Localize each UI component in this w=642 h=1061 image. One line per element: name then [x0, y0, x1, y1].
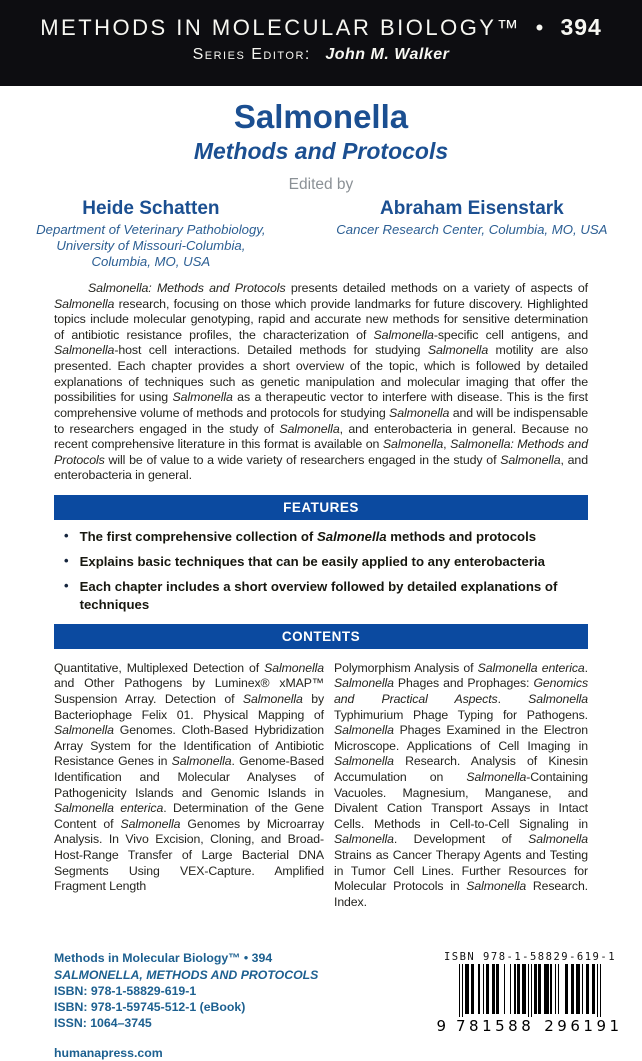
footer-issn: ISSN: 1064–3745 — [54, 1016, 152, 1031]
barcode-digit-group: 9 — [436, 1017, 446, 1036]
editor-name: Heide Schatten — [82, 197, 220, 219]
series-editor-line — [0, 46, 642, 64]
publication-info — [54, 950, 318, 1060]
book-title: Salmonella — [233, 98, 409, 135]
barcode-digit-group: 781588 — [456, 1017, 535, 1036]
footer-series-line: Methods in Molecular Biology™ • 394 — [54, 951, 273, 966]
bullet-icon: • — [64, 553, 69, 569]
title-block — [0, 100, 642, 270]
footer — [54, 950, 636, 1060]
barcode-digit-group: 296191 — [544, 1017, 623, 1036]
contents-right-column: Polymorphism Analysis of Salmonella enterica. Salmonella Phages and Prophages: Genomics and Practical Aspects. Salmonella Typhimurium Phage Typing for Pathogens. Salmonella Phages Examined in the Electron Microscope. Applications of Cell Imaging in Salmonella Research. Analysis of Kinesin Accumulation on Salmonella-Containing Vacuoles. Magnesium, Manganese, and Divalent Cation Transport Assays in Intact Cells. Methods in Cell-to-Cell Signaling in Salmonella. Development of Salmonella Strains as Cancer Therapy Agents and Testing in Tumor Cell Lines. Further Resources for Molecular Protocols in Salmonella Research. Index. — [334, 660, 589, 909]
book-description: Salmonella: Methods and Protocols presents detailed methods on a variety of aspects of Salmonella research, focusing on those which provide landmarks for future discovery. Highlighted topics include molecular genotyping, rapid and accurate new methods for sensitive determination of antibiotic resistance profiles, the characterization of Salmonella-specific cell antigens, and Salmonella-host cell interactions. Detailed methods for studying Salmonella motility are also presented. Each chapter provides a short overview of the topic, which is followed by detailed explanations of techniques such as genetic manipulation and molecular imaging that offer the possibilities for using Salmonella as a therapeutic vector to interfere with disease. This is the first comprehensive volume of methods and protocols for studying Salmonella and will be indispensable to researchers engaged in the study of Salmonella, and enterobacteria in general. Because no recent comprehensive literature in this format is available on Salmonella, Salmonella: Methods and Protocols will be of value to a wide variety of researchers engaged in the study of Salmonella, and enterobacteria in general. — [54, 280, 588, 483]
editor-block — [302, 195, 642, 270]
series-title: METHODS IN MOLECULAR BIOLOGY™ — [40, 15, 521, 40]
contents-columns — [54, 661, 588, 911]
feature-text: Each chapter includes a short overview followed by detailed explanations of techniques — [79, 579, 558, 612]
edited-by-label: Edited by — [288, 175, 354, 193]
contents-bar: CONTENTS — [54, 624, 588, 649]
footer-isbn-ebook: ISBN: 978-1-59745-512-1 (eBook) — [54, 1000, 246, 1015]
contents-left-column: Quantitative, Multiplexed Detection of Salmonella and Other Pathogens by Luminex® xMAP™ Suspension Array. Detection of Salmonella by Bacteriophage Felix 01. Physical Mapping of Salmonella Genomes. Cloth-Based Hybridization Array System for the Identification of Antibiotic Resistance Genes in Salmonella. Genome-Based Identification and Molecular Analyses of Pathogenicity Islands and Genomic Islands in Salmonella enterica. Determination of the Gene Content of Salmonella Genomes by Microarray Analysis. In Vivo Excision, Cloning, and Broad-Host-Range Transfer of Large Bacterial DNA Segments Using VEX-Capture. Amplified Fragment Length — [54, 660, 325, 894]
feature-text: Explains basic techniques that can be easily applied to any enterobacteria — [79, 554, 545, 570]
editor-name: Abraham Eisenstark — [379, 197, 564, 219]
footer-title-line: SALMONELLA, METHODS AND PROTOCOLS — [54, 967, 319, 982]
footer-isbn-print: ISBN: 978-1-58829-619-1 — [54, 983, 197, 998]
separator-dot-icon: • — [535, 15, 546, 40]
editors-row — [0, 195, 642, 270]
book-subtitle: Methods and Protocols — [193, 137, 449, 164]
features-list — [64, 528, 588, 613]
publisher-website: humanapress.com — [54, 1045, 163, 1060]
barcode-digits — [424, 1017, 636, 1035]
feature-text: The first comprehensive collection of Salmonella methods and protocols — [79, 529, 537, 545]
series-number: 394 — [560, 14, 602, 40]
editor-affiliation: Cancer Research Center, Columbia, MO, USA — [336, 221, 608, 237]
feature-item — [64, 553, 588, 570]
feature-item — [64, 578, 588, 612]
series-header-bar — [0, 0, 642, 86]
bullet-icon: • — [64, 578, 69, 594]
series-editor-label: Series Editor: — [192, 46, 311, 63]
bullet-icon: • — [64, 528, 69, 544]
series-editor-name: John M. Walker — [325, 46, 450, 63]
features-bar: FEATURES — [54, 495, 588, 520]
editor-block — [0, 195, 302, 270]
barcode-isbn-label: ISBN 978-1-58829-619-1 — [443, 951, 617, 964]
feature-item — [64, 528, 588, 545]
barcode — [424, 950, 636, 1060]
editor-affiliation: Department of Veterinary Pathobiology, University of Missouri-Columbia, Columbia, MO, USA — [36, 221, 266, 269]
series-header-line — [0, 0, 642, 41]
